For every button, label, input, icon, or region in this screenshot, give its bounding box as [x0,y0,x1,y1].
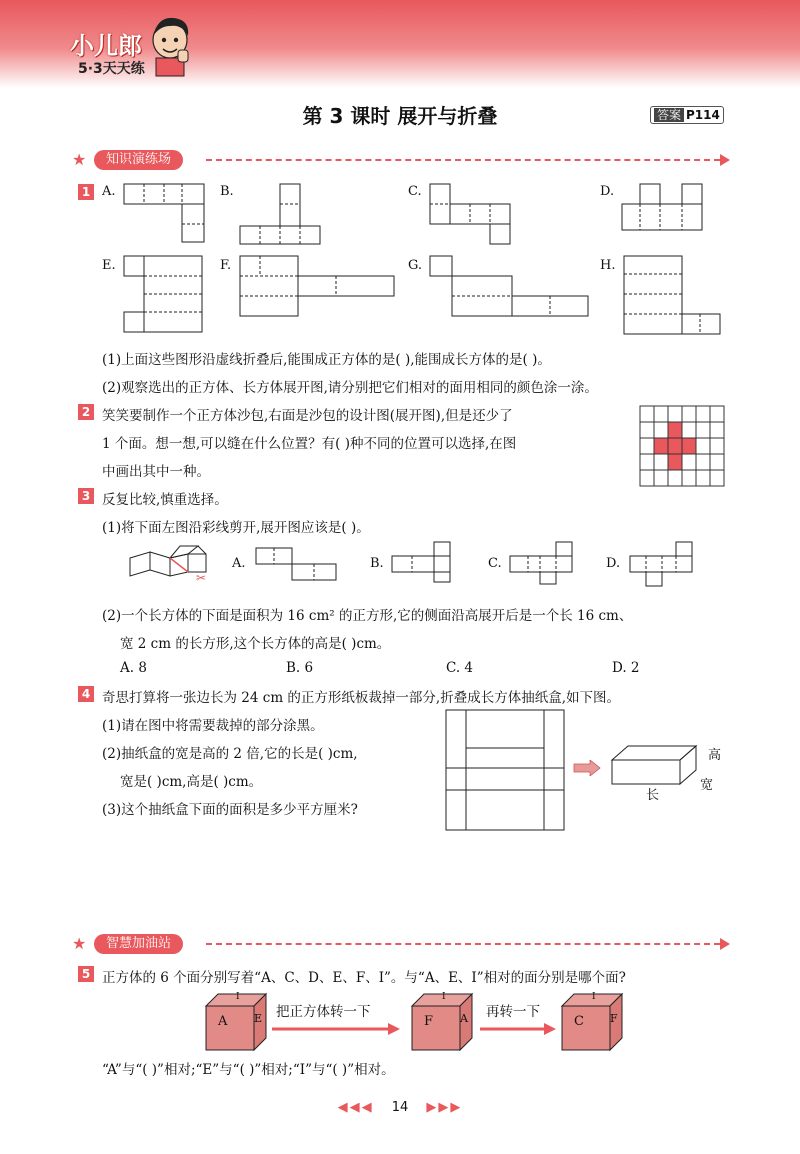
q2-line2: 1 个面。想一想,可以缝在什么位置？有( )种不同的位置可以选择,在图 [102,436,517,452]
q2-line3: 中画出其中一种。 [102,464,210,480]
arrow-right-icon [478,1022,558,1036]
option-net-d [628,540,698,590]
q4-intro: 奇思打算将一张边长为 24 cm 的正方形纸板裁掉一部分,折叠成长方体抽纸盒,如下图。 [102,690,620,706]
mascot-boy-icon [148,12,194,78]
answer-reference [650,106,724,124]
box-length-label: 长 [646,788,660,803]
page-number: 14 [391,1100,409,1115]
net-diagram-c [428,182,522,246]
arrow-right-icon [572,760,602,776]
option-label: C. [408,184,422,199]
arrow-right-icon [720,154,730,166]
cube2-top: I [442,992,446,1002]
option-label: D. [600,184,615,199]
cardboard-square-diagram[interactable] [444,708,568,834]
section-bonus-title: 智慧加油站 [94,934,183,954]
arrow-right-icon [720,938,730,950]
option-label: B. [220,184,234,199]
choice-d: D. 2 [612,660,640,676]
cube3-front: C [574,1014,584,1029]
box-height-label: 高 [708,748,722,763]
cube1-front: A [218,1014,228,1029]
sandbag-grid[interactable] [636,402,728,490]
q3-sub2-line2: 宽 2 cm 的长方形,这个长方体的高是( )cm。 [120,636,391,652]
q5-intro: 正方体的 6 个面分别写着“A、C、D、E、F、I”。与“A、E、I”相对的面分别是哪个面? [102,970,626,986]
option-label: F. [220,258,232,273]
section-practice-bar [66,150,730,170]
cube3-right: F [610,1012,618,1025]
question-number: 1 [78,184,94,200]
option-net-c [508,540,588,586]
section-bonus-bar [66,934,730,954]
cube1-right: E [254,1012,263,1025]
net-diagram-g [428,254,592,320]
option-label: H. [600,258,616,273]
option-label: D. [606,556,621,571]
q4-sub3: (3)这个抽纸盒下面的面积是多少平方厘米? [102,802,358,818]
option-net-a [254,546,338,582]
folded-figure-scissors [126,540,214,584]
net-diagram-e [120,254,206,336]
brand-series: 5·3天天练 [78,61,145,77]
net-diagram-f [238,254,398,318]
q3-sub2-line1: (2)一个长方体的下面是面积为 16 cm² 的正方形,它的侧面沿高展开后是一个长 16 cm、 [102,608,633,624]
cube1-top: I [236,992,240,1002]
net-diagram-b [238,182,324,246]
option-net-b [390,540,470,584]
q4-sub1: (1)请在图中将需要裁掉的部分涂黑。 [102,718,324,734]
choice-a: A. 8 [120,660,147,676]
rotate-label-1: 把正方体转一下 [276,1004,371,1020]
option-label: A. [232,556,246,571]
option-label: B. [370,556,384,571]
brand-logo: 小儿郎 [70,32,142,60]
q2-line1: 笑笑要制作一个正方体沙包,右面是沙包的设计图(展开图),但是还少了 [102,408,513,424]
option-label: G. [408,258,423,273]
rotate-label-2: 再转一下 [486,1004,540,1020]
q3-sub1: (1)将下面左图沿彩线剪开,展开图应该是( )。 [102,520,370,536]
section-divider [206,943,720,945]
q1-sub1: (1)上面这些图形沿虚线折叠后,能围成正方体的是( ),能围成长方体的是( )。 [102,352,551,368]
cube2-front: F [424,1014,434,1029]
answer-page: P114 [686,108,720,122]
next-arrows-icon: ▶▶▶ [426,1100,463,1115]
q4-sub2-line2: 宽是( )cm,高是( )cm。 [120,774,263,790]
star-icon: ★ [72,150,87,169]
net-diagram-a [120,182,210,246]
q1-sub2: (2)观察选出的正方体、长方体展开图,请分别把它们相对的面用相同的颜色涂一涂。 [102,380,598,396]
option-label: E. [102,258,116,273]
answer-tag: 答案 [654,108,684,122]
prev-arrows-icon: ◀◀◀ [337,1100,374,1115]
choice-b: B. 6 [286,660,314,676]
net-diagram-d [620,182,710,234]
star-icon: ★ [72,934,87,953]
svg-text:✂: ✂ [196,571,207,584]
section-practice-title: 知识演练场 [94,150,183,170]
q5-answer-line: “A”与“( )”相对;“E”与“( )”相对;“I”与“( )”相对。 [102,1062,395,1078]
choice-c: C. 4 [446,660,474,676]
cube3-top: I [592,992,596,1002]
question-number: 3 [78,488,94,504]
option-label: C. [488,556,502,571]
net-diagram-h [622,254,724,338]
box-width-label: 宽 [700,778,714,793]
option-label: A. [102,184,116,199]
section-divider [206,159,720,161]
page-footer [0,1100,800,1115]
question-number: 4 [78,686,94,702]
arrow-right-icon [270,1022,402,1036]
question-number: 5 [78,966,94,982]
q4-sub2-line1: (2)抽纸盒的宽是高的 2 倍,它的长是( )cm, [102,746,358,762]
q3-intro: 反复比较,慎重选择。 [102,492,228,508]
page-title: 第 3 课时 展开与折叠 [302,104,498,128]
cube2-right: A [460,1012,468,1025]
question-number: 2 [78,404,94,420]
tissue-box-diagram [608,742,700,790]
